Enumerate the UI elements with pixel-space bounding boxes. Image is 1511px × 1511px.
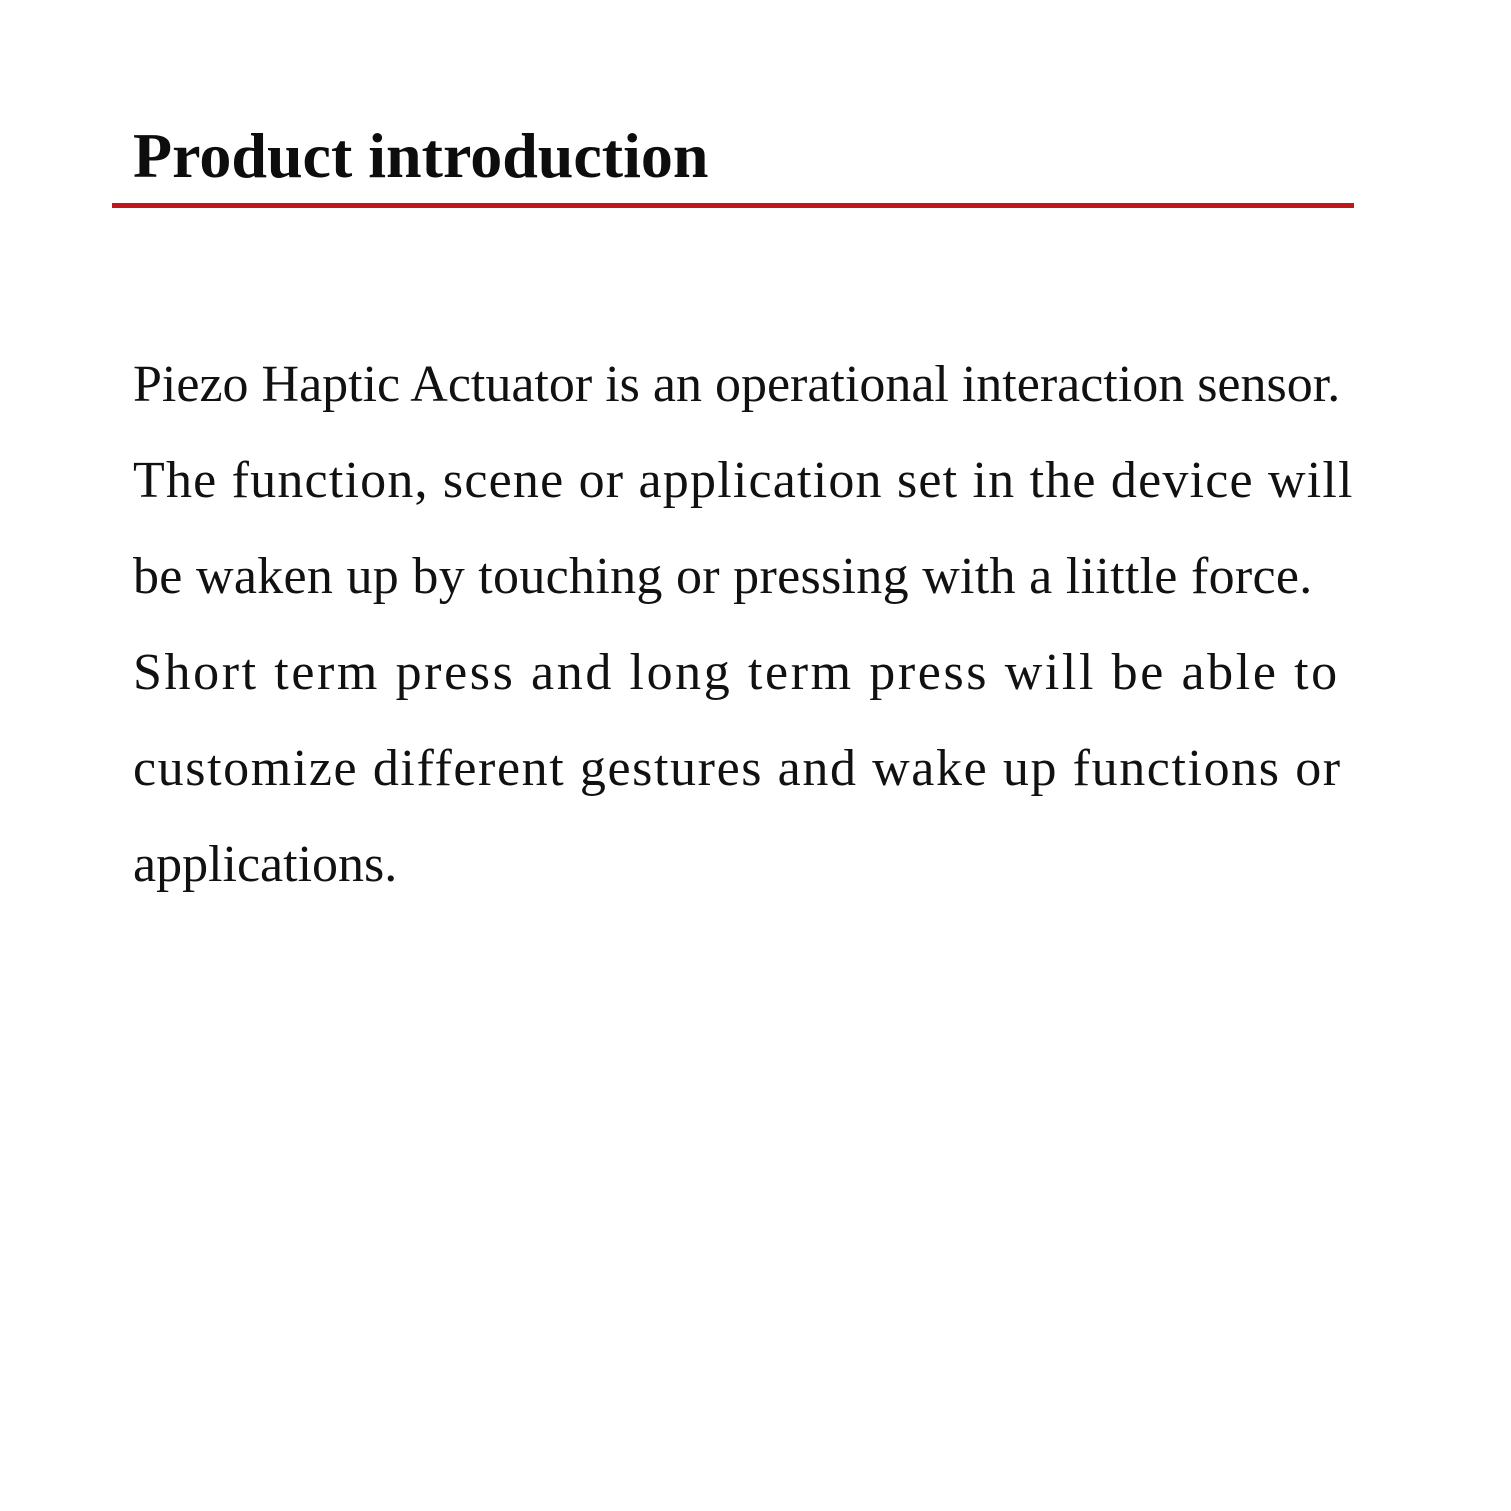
paragraph-line: The function, scene or application set in the device will: [133, 452, 1354, 509]
product-description-paragraph: [133, 352, 1373, 928]
paragraph-line: customize different gestures and wake up functions or: [133, 740, 1342, 797]
paragraph-line: applications.: [133, 836, 398, 893]
paragraph-line: Piezo Haptic Actuator is an operational interaction sensor.: [133, 356, 1341, 413]
paragraph-line: be waken up by touching or pressing with a liittle force.: [133, 548, 1313, 605]
page-title: Product introduction: [133, 120, 709, 191]
title-underline-divider: [112, 203, 1354, 208]
paragraph-line: Short term press and long term press will be able to: [133, 644, 1340, 701]
